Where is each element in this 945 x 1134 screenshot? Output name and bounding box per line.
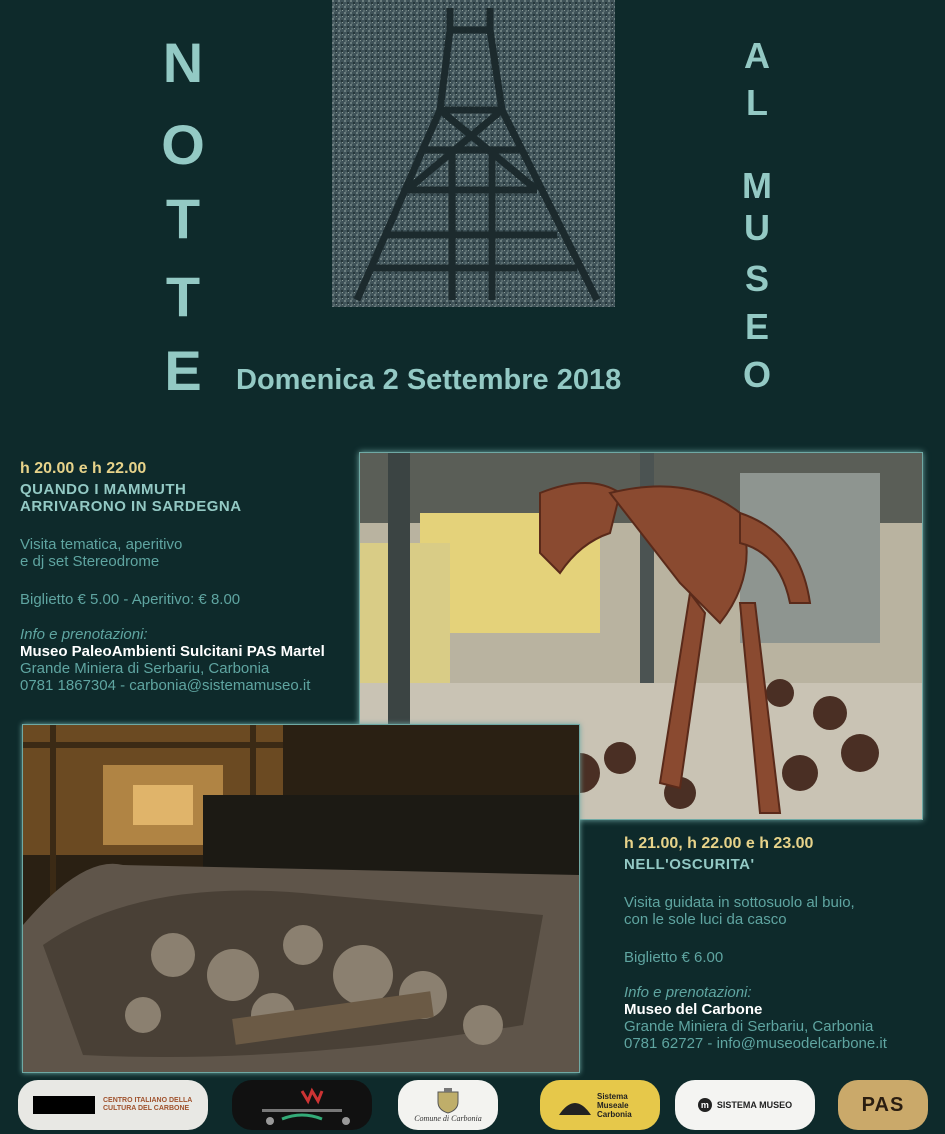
event-1-hours: h 20.00 e h 22.00: [20, 460, 147, 477]
logo-sistema-museo-text: SISTEMA MUSEO: [716, 1100, 793, 1110]
event-1-address: Grande Miniera di Serbariu, Carbonia: [20, 660, 270, 677]
title-al-museo-letter: M: [742, 165, 772, 206]
event-2-contact[interactable]: 0781 62727 - info@museodelcarbone.it: [624, 1035, 887, 1052]
title-notte-letter: E: [164, 339, 202, 402]
title-al-museo-letter: E: [744, 306, 769, 347]
title-al-museo-letter: U: [744, 207, 770, 248]
sistema-museo-icon: m: [698, 1098, 712, 1112]
event-1-title-line1: QUANDO I MAMMUTH: [20, 481, 187, 498]
headframe-image: [332, 0, 615, 307]
logo-sistema-museo[interactable]: [675, 1080, 815, 1130]
event-1-contact[interactable]: 0781 1867304 - carbonia@sistemamuseo.it: [20, 677, 311, 694]
coat-of-arms-icon: [436, 1088, 460, 1114]
event-2: [624, 835, 939, 1052]
logo-pas-text: PAS: [861, 1093, 905, 1116]
institutions-icon: [242, 1083, 362, 1127]
mine-cart-photo: [22, 724, 580, 1073]
event-2-title: NELL'OSCURITA': [624, 856, 755, 873]
event-1-venue: Museo PaleoAmbienti Sulcitani PAS Martel: [20, 643, 325, 660]
logo-pas[interactable]: [838, 1080, 928, 1130]
title-al-museo-letter: O: [742, 354, 771, 395]
event-1: [20, 460, 360, 694]
logo-comune-text: Comune di Carbonia: [414, 1113, 482, 1123]
logo-ccc-text: CENTRO ITALIANO DELLA CULTURA DEL CARBONE: [103, 1097, 193, 1112]
title-notte-letter: T: [165, 187, 201, 250]
event-2-hours: h 21.00, h 22.00 e h 23.00: [624, 835, 814, 852]
event-1-title-line2: ARRIVARONO IN SARDEGNA: [20, 498, 242, 515]
event-2-price: Biglietto € 6.00: [624, 949, 724, 966]
arch-icon: [557, 1093, 593, 1117]
event-2-desc-line1: Visita guidata in sottosuolo al buio,: [624, 894, 855, 911]
event-date: Domenica 2 Settembre 2018: [236, 364, 622, 396]
logo-ccc[interactable]: [18, 1080, 208, 1130]
title-al-museo-letter: L: [746, 82, 768, 123]
event-2-info-label: Info e prenotazioni:: [624, 984, 752, 1001]
event-1-info-label: Info e prenotazioni:: [20, 626, 148, 643]
event-1-price: Biglietto € 5.00 - Aperitivo: € 8.00: [20, 591, 241, 608]
title-al-museo-letter: A: [744, 35, 770, 76]
ccc-mark-icon: [33, 1096, 95, 1114]
title-notte-letter: N: [162, 31, 204, 94]
title-notte-letter: O: [161, 113, 205, 176]
event-1-desc-line1: Visita tematica, aperitivo: [20, 536, 183, 553]
title-al-museo-letter: S: [744, 258, 769, 299]
event-1-desc-line2: e dj set Stereodrome: [20, 553, 160, 570]
logo-comune[interactable]: [398, 1080, 498, 1130]
event-2-address: Grande Miniera di Serbariu, Carbonia: [624, 1018, 874, 1035]
title-notte-letter: T: [165, 265, 201, 328]
logo-sistema-museale-text: Sistema Museale Carbonia: [597, 1091, 632, 1119]
logo-sistema-museale[interactable]: [540, 1080, 660, 1130]
event-2-venue: Museo del Carbone: [624, 1001, 763, 1018]
event-2-desc-line2: con le sole luci da casco: [624, 911, 787, 928]
logo-institutions[interactable]: [232, 1080, 372, 1130]
